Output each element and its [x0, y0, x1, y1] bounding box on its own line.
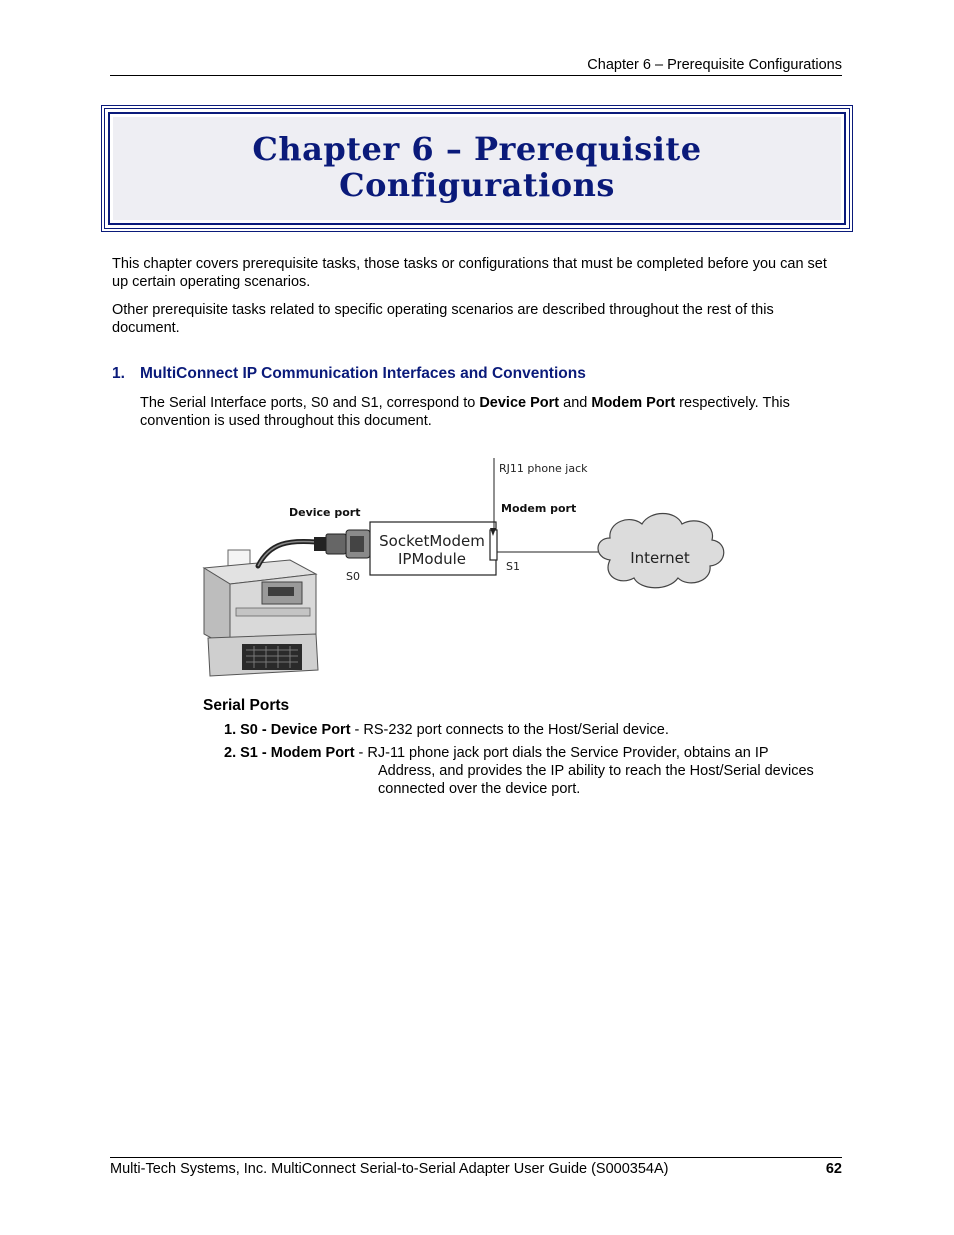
db9-connector	[314, 530, 370, 558]
chapter-title-box	[101, 105, 853, 232]
item2-term: 2. S1 - Modem Port	[224, 745, 355, 761]
internet-label: Internet	[630, 549, 690, 567]
section-text-a: The Serial Interface ports, S0 and S1, correspond to	[140, 395, 480, 411]
footer-rule	[110, 1157, 842, 1158]
item1-description: - RS-232 port connects to the Host/Serial device.	[350, 722, 669, 738]
item2-description: - RJ-11 phone jack port dials the Service Provider, obtains an IP	[354, 745, 769, 761]
section-heading	[112, 365, 586, 383]
chapter-title-line1: Chapter 6 – Prerequisite	[252, 130, 702, 168]
section-text-c: respectively. This convention is used throughout this document.	[140, 395, 790, 429]
intro-paragraph-1: This chapter covers prerequisite tasks, those tasks or configurations that must be completed before you can set up certain operating scenarios.	[112, 256, 827, 290]
serial-ports-diagram	[190, 448, 760, 693]
item1-term: 1. S0 - Device Port	[224, 722, 351, 738]
header-rule	[110, 75, 842, 76]
running-header: Chapter 6 – Prerequisite Configurations	[587, 57, 842, 73]
module-label-line2: IPModule	[397, 550, 467, 568]
intro-paragraph-2: Other prerequisite tasks related to specific operating scenarios are described throughout the rest of this document.	[112, 302, 774, 336]
section-heading-text: MultiConnect IP Communication Interfaces and Conventions	[140, 365, 586, 382]
s0-label: S0	[346, 570, 360, 583]
rj11-phone-jack-label: RJ11 phone jack	[499, 462, 588, 475]
footer-text: Multi-Tech Systems, Inc. MultiConnect Serial-to-Serial Adapter User Guide (S000354A)	[110, 1161, 669, 1177]
serial-ports-title: Serial Ports	[203, 697, 290, 714]
modem-port-term: Modem Port	[591, 395, 676, 411]
device-port-term: Device Port	[479, 395, 560, 411]
section-number: 1.	[112, 365, 125, 382]
section-paragraph	[140, 394, 845, 430]
item2-continuation: Address, and provides the IP ability to reach the Host/Serial devices connected over the device port.	[378, 763, 814, 797]
device-port-label: Device port	[289, 506, 361, 519]
serial-port-item-2	[224, 744, 844, 798]
serial-port-item-1	[224, 721, 844, 739]
page-number: 62	[825, 1161, 842, 1177]
printer-illustration	[204, 550, 318, 676]
modem-port-label: Modem port	[501, 502, 577, 515]
module-label-line1: SocketModem	[379, 532, 485, 550]
chapter-title-line2: Configurations	[339, 166, 615, 204]
chapter-title	[105, 131, 849, 203]
section-text-b: and	[559, 395, 592, 411]
s1-label: S1	[506, 560, 520, 573]
